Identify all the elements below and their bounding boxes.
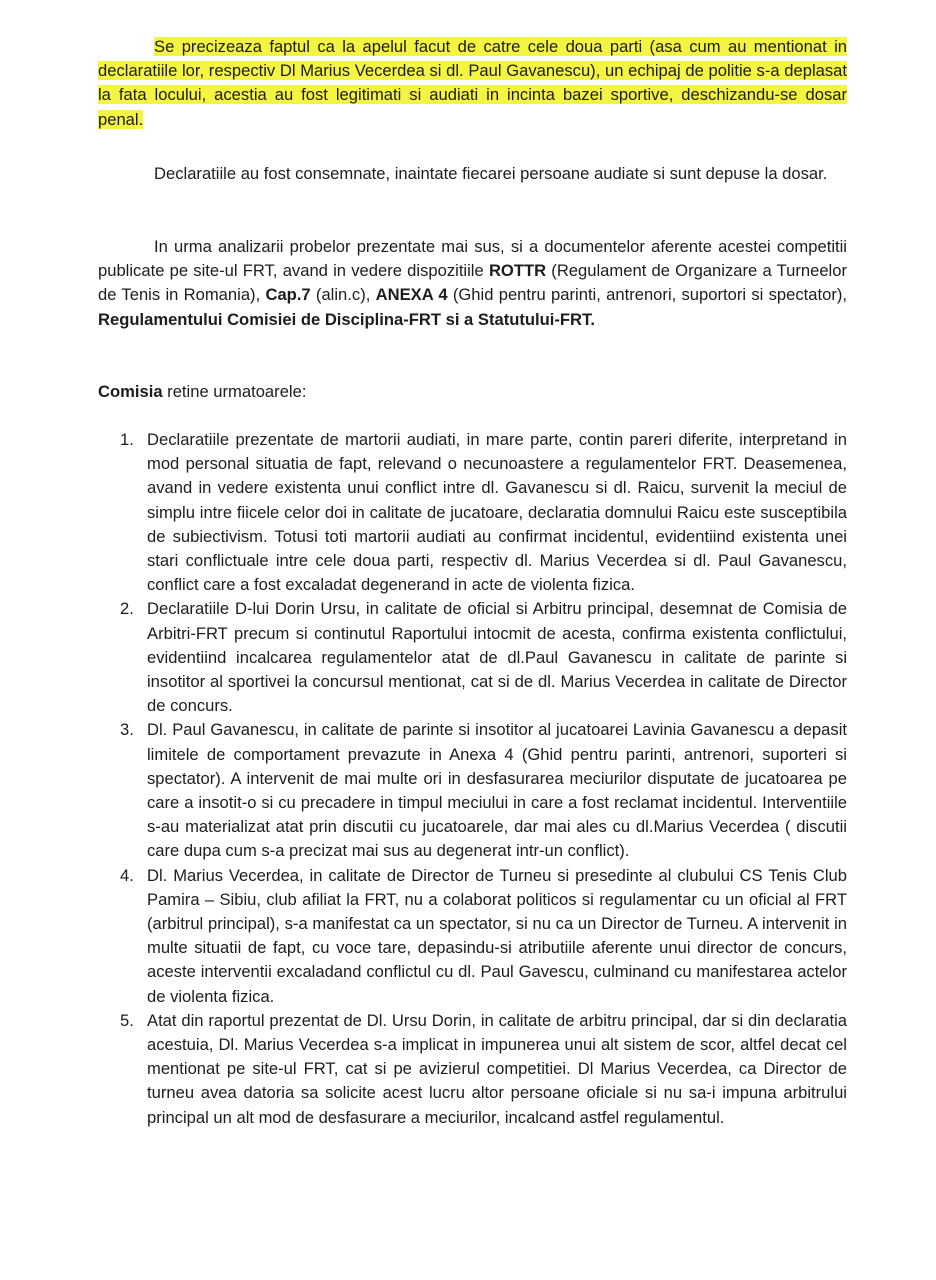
list-item [98, 718, 847, 863]
rottr-bold: ROTTR [488, 261, 547, 281]
list-item-number: 5. [120, 1010, 134, 1030]
list-item-text: Declaratiile D-lui Dorin Ursu, in calitate de oficial si Arbitru principal, desemnat de Comisia de Arbitri-FRT precum si continutul Raportului intocmit de acesta, confirma existenta conflictului, evidentiind incalcarea regulamentelor atat de dl.Paul Gavanescu in calitate de parinte si insotitor al sportivei la concursul mentionat, cat si de dl. Marius Vecerdea in calitate de Director de concurs. [147, 599, 847, 716]
list-item-text: Dl. Paul Gavanescu, in calitate de parinte si insotitor al jucatoarei Lavinia Gavanescu a depasit limitele de comportament prevazute in Anexa 4 (Ghid pentru parinti, antrenori, suporteri si spectator). A intervenit de mai multe ori in desfasurarea meciurilor disputate de jucatoarea pe care a insotit-o si cu precadere in timpul meciului in care a fost reclamat incidentul. Interventiile s-au materializat atat prin discutii cu jucatoarele, dar mai ales cu dl.Marius Vecerdea ( discutii care dupa cum s-a precizat mai sus au degenerat intr-un conflict). [147, 720, 847, 861]
declaratii-paragraph: Declaratiile au fost consemnate, inaintate fiecarei persoane audiate si sunt depuse la dosar. [154, 164, 828, 183]
anexa4-bold: ANEXA 4 [375, 285, 448, 305]
list-item-text: Atat din raportul prezentat de Dl. Ursu Dorin, in calitate de arbitru principal, dar si din declaratia acestuia, Dl. Marius Vecerdea s-a implicat in impunerea unui alt sistem de scor, altfel decat cel mentionat pe site-ul FRT, cat si pe avizierul competitiei. Dl Marius Vecerdea, ca Director de turneu avea datoria sa solicite acest lucru altor persoane oficiale si nu sa-i impuna arbitrului principal un alt mod de desfasurare a meciurilor, incalcand astfel regulamentul. [147, 1010, 847, 1127]
comisia-bold: Comisia [98, 382, 163, 401]
highlighted-paragraph [98, 35, 847, 132]
analysis-text-3: (alin.c), [310, 285, 376, 305]
list-item [98, 864, 847, 1009]
list-item-number: 1. [120, 430, 134, 449]
analysis-paragraph [98, 235, 847, 332]
comisia-paragraph [98, 380, 306, 404]
cap7-bold: Cap.7 [265, 285, 311, 305]
list-item-number: 4. [120, 865, 134, 885]
analysis-text-4: (Ghid pentru parinti, antrenori, suportori si spectator), [447, 285, 847, 305]
list-item [98, 428, 847, 597]
list-item-number: 2. [120, 599, 134, 619]
list-item-number: 3. [120, 720, 134, 740]
regulament-bold: Regulamentului Comisiei de Disciplina-FRT si a Statutului-FRT. [98, 309, 595, 329]
analysis-text-1: In urma analizarii probelor prezentate mai sus, si a documentelor aferente acestei competitii publicate pe site-ul FRT, avand in vedere dispozitiile [98, 237, 847, 281]
highlighted-text: Se precizeaza faptul ca la apelul facut de catre cele doua parti (asa cum au mentionat in declaratiile lor, respectiv Dl Marius Vecerdea si dl. Paul Gavanescu), un echipaj de politie s-a deplasat la fata locului, acestia au fost legitimati si audiati in incinta bazei sportive, deschizandu-se dosar penal. [98, 37, 847, 129]
analysis-text-2: (Regulament de Organizare a Turneelor de Tenis in Romania), [98, 261, 847, 305]
findings-list [98, 428, 847, 1130]
list-item-text: Dl. Marius Vecerdea, in calitate de Director de Turneu si presedinte al clubului CS Tenis Club Pamira – Sibiu, club afiliat la FRT, nu a colaborat politicos si regulamentar cu un oficial al FRT (arbitrul principal), s-a manifestat ca un spectator, si nu ca un Director de Turneu. A intervenit in multe situatii de fapt, cu voce tare, depasindu-si atributiile aferente unui director de concurs, aceste interventii excaladand conflictul cu dl. Paul Gavescu, culminand cu manifestarea actelor de violenta fizica. [147, 865, 847, 1006]
list-item [98, 1009, 847, 1130]
list-item-text: Declaratiile prezentate de martorii audiati, in mare parte, contin pareri diferite, interpretand in mod personal situatia de fapt, relevand o necunoastere a regulamentelor FRT. Deasemenea, avand in vedere existenta unui conflict intre dl. Gavanescu si dl. Raicu, survenit la meciul de simplu intre fiicele celor doi in calitate de jucatoare, declaratia domnului Raicu este susceptibila de subiectivism. Totusi toti martorii audiati au confirmat incidentul, evidentiind existenta unei stari conflictuale intre cele doua parti, respectiv dl. Marius Vecerdea si dl. Paul Gavanescu, conflict care a fost excaladat degenerand in acte de violenta fizica. [147, 430, 847, 595]
list-item [98, 597, 847, 718]
comisia-rest: retine urmatoarele: [162, 382, 307, 401]
